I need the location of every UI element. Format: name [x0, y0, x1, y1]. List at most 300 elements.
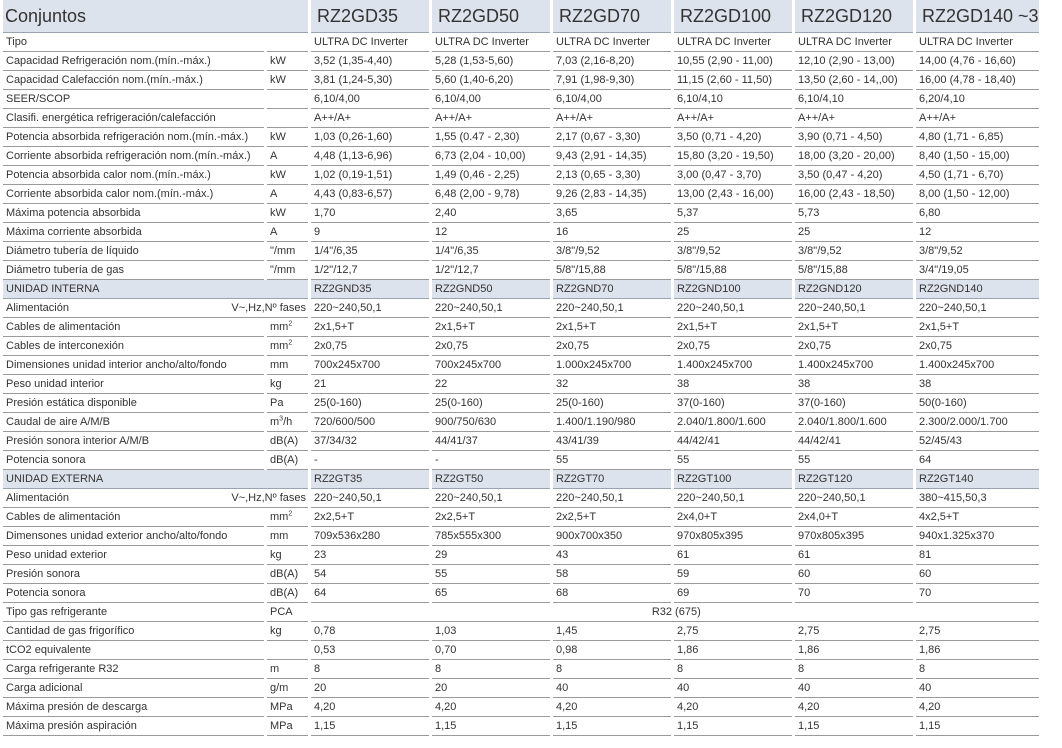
value-cell: A++/A+: [311, 109, 429, 128]
value-cell: A++/A+: [553, 109, 671, 128]
row-label: Carga refrigerante R32: [3, 660, 264, 679]
value-cell: 16,00 (4,78 - 18,40): [916, 71, 1039, 90]
row-unit: V~,Hz,Nº fases: [231, 492, 306, 504]
value-cell: 4,20: [553, 698, 671, 717]
model-header-2: RZ2GD50: [432, 0, 550, 33]
table-row: [3, 584, 1039, 603]
value-cell: 25(0-160): [432, 394, 550, 413]
value-cell: A++/A+: [432, 109, 550, 128]
value-cell: 4x2,5+T: [916, 508, 1039, 527]
value-cell: 43: [553, 546, 671, 565]
table-row: [3, 413, 1039, 432]
row-unit: [267, 356, 308, 375]
model-header-3: RZ2GD70: [553, 0, 671, 33]
value-cell: 43/41/39: [553, 432, 671, 451]
value-cell: 55: [432, 565, 550, 584]
row-label: Cables de alimentación: [3, 508, 264, 527]
value-cell: 2,75: [674, 622, 792, 641]
row-unit: [267, 375, 308, 394]
table-row: [3, 679, 1039, 698]
table-row: [3, 128, 1039, 147]
value-cell: 0,53: [311, 641, 429, 660]
value-cell: 2x1,5+T: [674, 318, 792, 337]
model-header-4: RZ2GD100: [674, 0, 792, 33]
unit-text: kg: [270, 625, 282, 637]
value-cell: 55: [674, 451, 792, 470]
value-cell: 700x245x700: [311, 356, 429, 375]
unit-text: dB(A): [270, 435, 299, 447]
row-label: Dimensiones unidad interior ancho/alto/fondo: [3, 356, 264, 375]
section-model-cell: RZ2GND120: [795, 280, 913, 299]
row-unit: [267, 546, 308, 565]
row-label: Carga adicional: [3, 679, 264, 698]
section-model-cell: RZ2GND50: [432, 280, 550, 299]
value-cell: 5/8"/15,88: [674, 261, 792, 280]
header-row: [3, 0, 1039, 33]
value-cell: 6,10/4,10: [674, 90, 792, 109]
value-cell: 5/8"/15,88: [553, 261, 671, 280]
model-header-5: RZ2GD120: [795, 0, 913, 33]
row-unit: [267, 261, 308, 280]
row-label-text: Alimentación: [6, 302, 69, 314]
unit-text: Pa: [270, 397, 284, 409]
table-row: [3, 299, 1039, 318]
table-row: [3, 318, 1039, 337]
table-row: [3, 565, 1039, 584]
value-cell: 25: [674, 223, 792, 242]
value-cell: 8: [432, 660, 550, 679]
value-cell: A++/A+: [674, 109, 792, 128]
value-cell: 0,70: [432, 641, 550, 660]
section-row: [3, 280, 1039, 299]
value-cell: 3/8"/9,52: [674, 242, 792, 261]
value-cell: 900x700x350: [553, 527, 671, 546]
row-label: Tipo: [3, 33, 264, 52]
value-cell: 4,20: [432, 698, 550, 717]
value-cell: 3,81 (1,24-5,30): [311, 71, 429, 90]
row-label: Máxima presión de descarga: [3, 698, 264, 717]
value-cell: 29: [432, 546, 550, 565]
unit-text: MPa: [270, 701, 293, 713]
value-cell: 2.040/1.800/1.600: [674, 413, 792, 432]
value-cell: 940x1.325x370: [916, 527, 1039, 546]
value-cell: 2x2,5+T: [432, 508, 550, 527]
value-cell: 14,00 (4,76 - 16,60): [916, 52, 1039, 71]
table-row: [3, 641, 1039, 660]
row-label: Máxima potencia absorbida: [3, 204, 264, 223]
value-cell: 11,15 (2,60 - 11,50): [674, 71, 792, 90]
table-row: [3, 223, 1039, 242]
value-cell: 2x0,75: [916, 337, 1039, 356]
row-unit: [267, 641, 308, 660]
value-cell: 1.400x245x700: [795, 356, 913, 375]
table-row: [3, 147, 1039, 166]
value-cell: 55: [553, 451, 671, 470]
value-cell: ULTRA DC Inverter: [311, 33, 429, 52]
value-cell: 23: [311, 546, 429, 565]
value-cell: 220~240,50,1: [311, 489, 429, 508]
value-cell: 44/42/41: [795, 432, 913, 451]
table-row: [3, 622, 1039, 641]
value-cell: 380~415,50,3: [916, 489, 1039, 508]
row-label: Potencia sonora: [3, 451, 264, 470]
value-cell: 1.000x245x700: [553, 356, 671, 375]
value-cell: 13,00 (2,43 - 16,00): [674, 185, 792, 204]
value-cell: 1,15: [916, 717, 1039, 736]
value-cell: 1,86: [674, 641, 792, 660]
table-row: [3, 337, 1039, 356]
unit-exponent: 2: [288, 339, 293, 347]
value-cell: 37/34/32: [311, 432, 429, 451]
section-model-cell: RZ2GND100: [674, 280, 792, 299]
value-cell: 5,28 (1,53-5,60): [432, 52, 550, 71]
value-cell: 2,40: [432, 204, 550, 223]
value-cell: 68: [553, 584, 671, 603]
value-cell: 1,15: [553, 717, 671, 736]
row-unit: [267, 451, 308, 470]
unit-text: kg: [270, 378, 282, 390]
value-cell: 785x555x300: [432, 527, 550, 546]
row-label: Cables de alimentación: [3, 318, 264, 337]
row-unit: [267, 33, 308, 52]
row-label: Dimensones unidad exterior ancho/alto/fondo: [3, 527, 264, 546]
value-cell: 3,52 (1,35-4,40): [311, 52, 429, 71]
unit-text: kW: [270, 169, 286, 181]
row-unit: [267, 318, 308, 337]
table-row: [3, 508, 1039, 527]
row-label: Presión sonora interior A/M/B: [3, 432, 264, 451]
merged-value-cell: R32 (675): [311, 603, 1039, 622]
row-unit: [267, 52, 308, 71]
value-cell: 16,00 (2,43 - 18,50): [795, 185, 913, 204]
table-row: [3, 166, 1039, 185]
unit-text: kg: [270, 549, 282, 561]
value-cell: 7,03 (2,16-8,20): [553, 52, 671, 71]
value-cell: 2x1,5+T: [916, 318, 1039, 337]
value-cell: 220~240,50,1: [553, 489, 671, 508]
value-cell: 8,40 (1,50 - 15,00): [916, 147, 1039, 166]
value-cell: 8: [916, 660, 1039, 679]
value-cell: 3/8"/9,52: [795, 242, 913, 261]
value-cell: 25: [795, 223, 913, 242]
value-cell: 3,50 (0,47 - 4,20): [795, 166, 913, 185]
value-cell: 6,73 (2,04 - 10,00): [432, 147, 550, 166]
value-cell: 1/2"/12,7: [311, 261, 429, 280]
row-unit: [267, 584, 308, 603]
table-row: [3, 546, 1039, 565]
row-unit: [267, 90, 308, 109]
row-unit: [267, 603, 308, 622]
unit-text: mm: [270, 321, 289, 333]
row-unit: [267, 527, 308, 546]
value-cell: -: [432, 451, 550, 470]
row-label: tCO2 equivalente: [3, 641, 264, 660]
table-row: [3, 451, 1039, 470]
row-label: Tipo gas refrigerante: [3, 603, 264, 622]
table-row: [3, 109, 1039, 128]
value-cell: 25(0-160): [553, 394, 671, 413]
value-cell: 220~240,50,1: [432, 299, 550, 318]
value-cell: 70: [795, 584, 913, 603]
row-unit: [267, 679, 308, 698]
value-cell: 700x245x700: [432, 356, 550, 375]
row-unit: [267, 717, 308, 736]
unit-text: A: [270, 188, 278, 200]
table-row: [3, 242, 1039, 261]
value-cell: 2x0,75: [795, 337, 913, 356]
value-cell: 8: [311, 660, 429, 679]
value-cell: 38: [795, 375, 913, 394]
unit-text: dB(A): [270, 454, 299, 466]
unit-exponent: 2: [288, 320, 293, 328]
value-cell: ULTRA DC Inverter: [916, 33, 1039, 52]
value-cell: 6,10/4,00: [432, 90, 550, 109]
value-cell: 54: [311, 565, 429, 584]
value-cell: A++/A+: [916, 109, 1039, 128]
row-unit: [267, 394, 308, 413]
unit-text: mm: [270, 340, 289, 352]
row-unit: [267, 432, 308, 451]
row-label: Capacidad Calefacción nom.(mín.-máx.): [3, 71, 264, 90]
table-row: [3, 394, 1039, 413]
value-cell: 12: [432, 223, 550, 242]
value-cell: 720/600/500: [311, 413, 429, 432]
section-model-cell: RZ2GND70: [553, 280, 671, 299]
value-cell: 9,26 (2,83 - 14,35): [553, 185, 671, 204]
table-row: [3, 660, 1039, 679]
value-cell: 6,10/4,00: [311, 90, 429, 109]
unit-text: mm: [270, 511, 289, 523]
unit-text: kW: [270, 74, 286, 86]
value-cell: 2,75: [795, 622, 913, 641]
row-label: Corriente absorbida refrigeración nom.(mín.-máx.): [3, 147, 264, 166]
value-cell: 1/4"/6,35: [432, 242, 550, 261]
value-cell: 2x2,5+T: [553, 508, 671, 527]
value-cell: 1/2"/12,7: [432, 261, 550, 280]
value-cell: 0,98: [553, 641, 671, 660]
value-cell: A++/A+: [795, 109, 913, 128]
value-cell: 38: [674, 375, 792, 394]
value-cell: 2.040/1.800/1.600: [795, 413, 913, 432]
table-row: [3, 489, 1039, 508]
row-unit: [267, 223, 308, 242]
table-row: [3, 185, 1039, 204]
table-row: [3, 527, 1039, 546]
row-label: Clasifi. energética refrigeración/calefacción: [3, 109, 264, 128]
unit-text: PCA: [270, 606, 293, 618]
value-cell: 220~240,50,1: [674, 489, 792, 508]
value-cell: 40: [553, 679, 671, 698]
section-model-cell: RZ2GT50: [432, 470, 550, 489]
row-unit: [267, 109, 308, 128]
value-cell: 220~240,50,1: [311, 299, 429, 318]
value-cell: 20: [432, 679, 550, 698]
row-label-text: Alimentación: [6, 492, 69, 504]
unit-text: mm: [270, 359, 289, 371]
value-cell: 4,20: [916, 698, 1039, 717]
value-cell: ULTRA DC Inverter: [795, 33, 913, 52]
value-cell: -: [311, 451, 429, 470]
unit-text: kW: [270, 207, 286, 219]
value-cell: 970x805x395: [674, 527, 792, 546]
value-cell: 2x4,0+T: [674, 508, 792, 527]
value-cell: ULTRA DC Inverter: [553, 33, 671, 52]
section-model-cell: RZ2GT100: [674, 470, 792, 489]
row-unit: [267, 660, 308, 679]
row-label: Presión estática disponible: [3, 394, 264, 413]
row-label: Peso unidad interior: [3, 375, 264, 394]
value-cell: 50(0-160): [916, 394, 1039, 413]
value-cell: 55: [795, 451, 913, 470]
value-cell: 1,49 (0,46 - 2,25): [432, 166, 550, 185]
value-cell: 22: [432, 375, 550, 394]
value-cell: 6,20/4,10: [916, 90, 1039, 109]
value-cell: 3,65: [553, 204, 671, 223]
value-cell: 8: [674, 660, 792, 679]
unit-text: mm: [270, 530, 289, 542]
value-cell: 1,45: [553, 622, 671, 641]
value-cell: 1,86: [795, 641, 913, 660]
value-cell: 4,48 (1,13-6,96): [311, 147, 429, 166]
row-label: Diámetro tubería de líquido: [3, 242, 264, 261]
value-cell: 1,03: [432, 622, 550, 641]
value-cell: 37(0-160): [674, 394, 792, 413]
value-cell: 40: [916, 679, 1039, 698]
unit-text: MPa: [270, 720, 293, 732]
section-model-cell: RZ2GND140: [916, 280, 1039, 299]
value-cell: 1,70: [311, 204, 429, 223]
unit-text: A: [270, 150, 278, 162]
unit-suffix: /h: [283, 416, 293, 428]
row-unit: [267, 185, 308, 204]
value-cell: 21: [311, 375, 429, 394]
value-cell: 1,15: [432, 717, 550, 736]
section-title: UNIDAD INTERNA: [3, 280, 308, 299]
value-cell: 44/41/37: [432, 432, 550, 451]
value-cell: 220~240,50,1: [795, 299, 913, 318]
value-cell: 2x4,0+T: [795, 508, 913, 527]
section-model-cell: RZ2GND35: [311, 280, 429, 299]
unit-text: m: [270, 416, 280, 428]
row-label: [3, 299, 308, 318]
value-cell: 3,00 (0,47 - 3,70): [674, 166, 792, 185]
unit-text: dB(A): [270, 587, 299, 599]
unit-exponent: 2: [288, 510, 293, 518]
row-unit: [267, 508, 308, 527]
value-cell: 220~240,50,1: [432, 489, 550, 508]
value-cell: 3,90 (0,71 - 4,50): [795, 128, 913, 147]
row-unit: [267, 565, 308, 584]
row-unit: [267, 204, 308, 223]
value-cell: 220~240,50,1: [553, 299, 671, 318]
value-cell: 58: [553, 565, 671, 584]
value-cell: 59: [674, 565, 792, 584]
unit-text: m: [270, 663, 280, 675]
model-header-6: RZ2GD140 ~3: [916, 0, 1039, 33]
value-cell: 5,73: [795, 204, 913, 223]
value-cell: 61: [674, 546, 792, 565]
table-title: Conjuntos: [3, 0, 308, 33]
value-cell: 2x0,75: [311, 337, 429, 356]
value-cell: 32: [553, 375, 671, 394]
value-cell: 16: [553, 223, 671, 242]
value-cell: 4,20: [674, 698, 792, 717]
value-cell: ULTRA DC Inverter: [432, 33, 550, 52]
unit-text: g/m: [270, 682, 289, 694]
value-cell: 1.400x245x700: [674, 356, 792, 375]
value-cell: 4,43 (0,83-6,57): [311, 185, 429, 204]
value-cell: 2x1,5+T: [553, 318, 671, 337]
table-row: [3, 204, 1039, 223]
table-row: [3, 356, 1039, 375]
value-cell: 220~240,50,1: [916, 299, 1039, 318]
value-cell: 6,48 (2,00 - 9,78): [432, 185, 550, 204]
value-cell: 60: [795, 565, 913, 584]
row-label: Potencia absorbida calor nom.(mín.-máx.): [3, 166, 264, 185]
value-cell: 64: [916, 451, 1039, 470]
value-cell: 2x1,5+T: [432, 318, 550, 337]
value-cell: 9: [311, 223, 429, 242]
value-cell: 44/42/41: [674, 432, 792, 451]
value-cell: 2,75: [916, 622, 1039, 641]
row-unit: [267, 166, 308, 185]
table-row: [3, 603, 1039, 622]
value-cell: 5,60 (1,40-6,20): [432, 71, 550, 90]
row-unit: V~,Hz,Nº fases: [231, 302, 306, 314]
value-cell: 61: [795, 546, 913, 565]
row-label: Máxima presión aspiración: [3, 717, 264, 736]
value-cell: 12,10 (2,90 - 13,00): [795, 52, 913, 71]
value-cell: 69: [674, 584, 792, 603]
model-header-1: RZ2GD35: [311, 0, 429, 33]
row-label: Capacidad Refrigeración nom.(mín.-máx.): [3, 52, 264, 71]
value-cell: 40: [674, 679, 792, 698]
value-cell: 1,55 (0.47 - 2,30): [432, 128, 550, 147]
value-cell: 2,13 (0,65 - 3,30): [553, 166, 671, 185]
section-model-cell: RZ2GT140: [916, 470, 1039, 489]
value-cell: 1,15: [311, 717, 429, 736]
value-cell: 60: [916, 565, 1039, 584]
unit-text: "/mm: [270, 264, 296, 276]
section-model-cell: RZ2GT35: [311, 470, 429, 489]
row-label: Presión sonora: [3, 565, 264, 584]
value-cell: 6,10/4,10: [795, 90, 913, 109]
row-label: Potencia absorbida refrigeración nom.(mín.-máx.): [3, 128, 264, 147]
value-cell: 2x0,75: [674, 337, 792, 356]
row-label: Cables de interconexión: [3, 337, 264, 356]
row-label: Máxima corriente absorbida: [3, 223, 264, 242]
value-cell: 5/8"/15,88: [795, 261, 913, 280]
unit-text: "/mm: [270, 245, 296, 257]
specifications-body: [3, 0, 1039, 736]
table-row: [3, 717, 1039, 736]
value-cell: 970x805x395: [795, 527, 913, 546]
value-cell: 2.300/2.000/1.700: [916, 413, 1039, 432]
value-cell: 1,15: [674, 717, 792, 736]
row-label: Peso unidad exterior: [3, 546, 264, 565]
value-cell: 220~240,50,1: [795, 489, 913, 508]
section-model-cell: RZ2GT70: [553, 470, 671, 489]
value-cell: 38: [916, 375, 1039, 394]
value-cell: 7,91 (1,98-9,30): [553, 71, 671, 90]
value-cell: 65: [432, 584, 550, 603]
value-cell: 10,55 (2,90 - 11,00): [674, 52, 792, 71]
value-cell: 8: [553, 660, 671, 679]
value-cell: 15,80 (3,20 - 19,50): [674, 147, 792, 166]
value-cell: 1/4"/6,35: [311, 242, 429, 261]
value-cell: 1,15: [795, 717, 913, 736]
value-cell: 6,80: [916, 204, 1039, 223]
